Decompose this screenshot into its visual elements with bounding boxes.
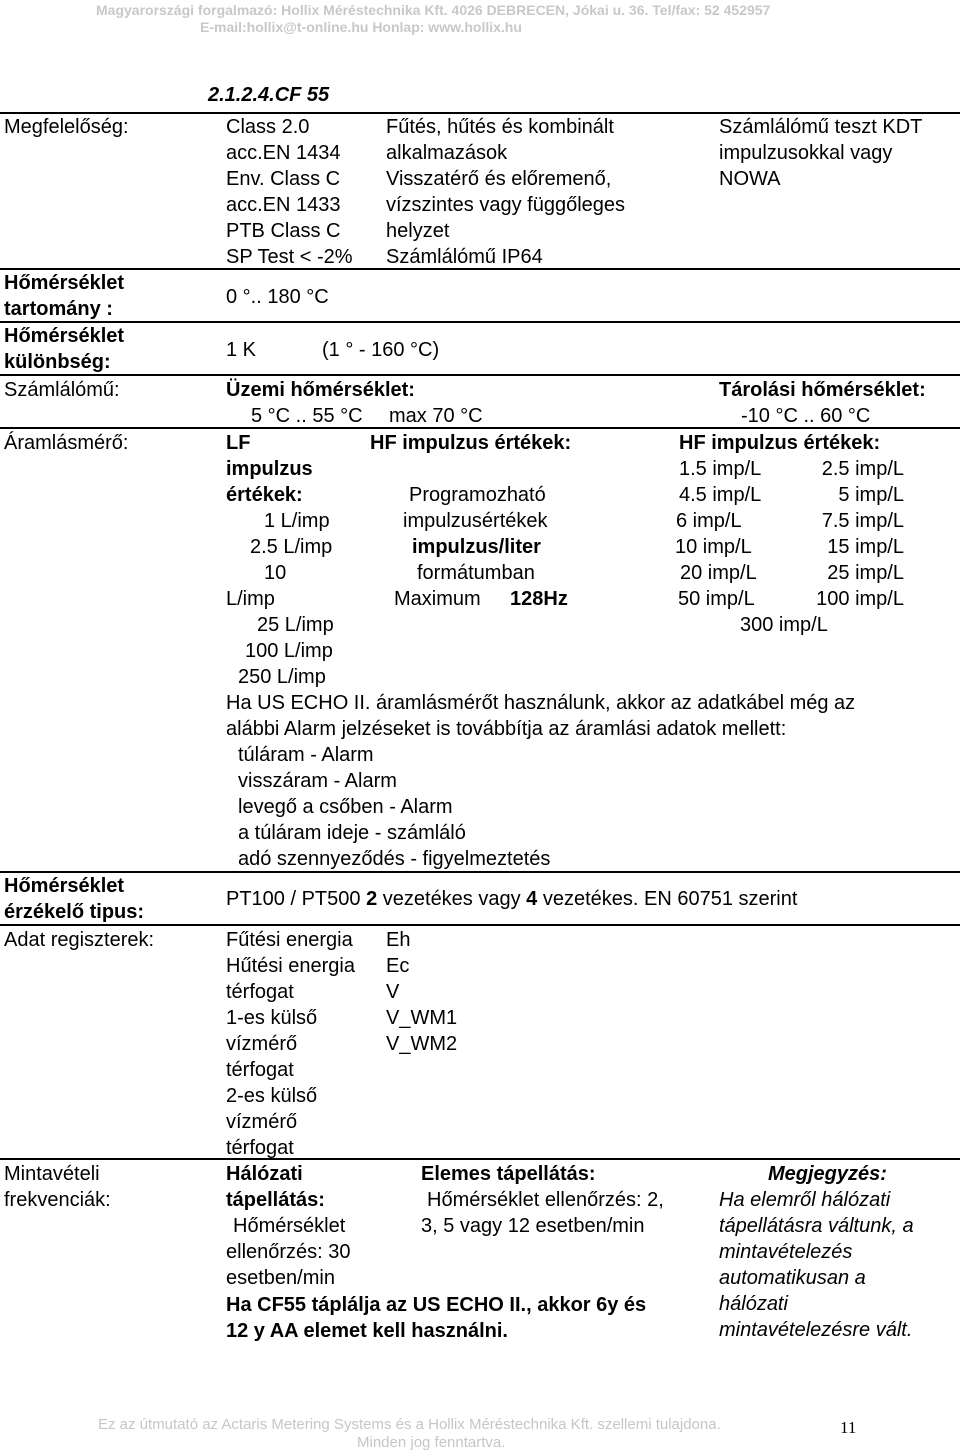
lf-value: L/imp: [226, 588, 275, 610]
mains-line: Hőmérséklet: [233, 1215, 346, 1237]
temp-diff-value-1: 1 K: [226, 339, 257, 361]
mains-line: esetben/min: [226, 1267, 335, 1289]
alarm-list: [238, 742, 550, 872]
temp-range-label: Hőmérséklet tartomány :: [4, 272, 125, 320]
hf1-title: HF impulzus értékek:: [370, 432, 572, 454]
page-number: 11: [840, 1418, 857, 1437]
hf1-max-value: 128Hz: [510, 588, 568, 610]
register-names: Fűtési energia Hűtési energia térfogat 1-es külső vízmérő térfogat 2-es külső vízmérő térfogat: [226, 929, 355, 1159]
register-codes: Eh Ec V V_WM1 V_WM2: [386, 929, 458, 1055]
rule-2: [0, 321, 960, 323]
note-text: Ha elemről hálózati tápellátásra váltunk, a mintavételezés automatikusan a hálózati mintavételezésre vált.: [719, 1189, 914, 1341]
lf-value: 1 L/imp: [264, 510, 330, 532]
temp-diff-label: Hőmérséklet különbség:: [4, 325, 125, 373]
footer-line-1: Ez az útmutató az Actaris Metering Systems és a Hollix Méréstechnika Kft. szellemi tulajdona.: [98, 1416, 721, 1433]
list-item: visszáram - Alarm: [238, 770, 397, 792]
hf1-line: impulzusértékek: [403, 510, 548, 532]
lf-value: 25 L/imp: [257, 614, 334, 636]
registers-label: Adat regiszterek:: [4, 929, 155, 951]
hf1-max-label: Maximum: [394, 588, 481, 610]
lf-title: LF impulzus értékek:: [226, 432, 313, 506]
sampling-label: Mintavételi frekvenciák:: [4, 1163, 111, 1211]
battery-line: 3, 5 vagy 12 esetben/min: [421, 1215, 645, 1237]
lf-value: 100 L/imp: [245, 640, 333, 662]
operating-temp-title: Üzemi hőmérséklet:: [226, 379, 415, 401]
conformity-label: Megfelelőség:: [4, 116, 129, 138]
echo-text: Ha US ECHO II. áramlásmérőt használunk, akkor az adatkábel még az alábbi Alarm jelzéseket is továbbítja az áramlási adatok mellett:: [226, 692, 856, 740]
sensor-value: PT100 / PT500 2 vezetékes vagy 4 vezetékes. EN 60751 szerint: [226, 888, 798, 910]
hf2-row: 20 imp/L 25 imp/L: [680, 562, 904, 584]
list-item: túláram - Alarm: [238, 744, 374, 766]
lf-value: 10: [264, 562, 287, 584]
hf1-line: Programozható: [409, 484, 546, 506]
hf2-last: 300 imp/L: [740, 614, 828, 636]
hf2-row: 4.5 imp/L 5 imp/L: [679, 484, 904, 506]
header-line-1: Magyarországi forgalmazó: Hollix Méréstechnika Kft. 4026 DEBRECEN, Jókai u. 36. Tel/fax: 52 452957: [96, 2, 771, 18]
rule-7: [0, 1158, 960, 1160]
lf-value: 2.5 L/imp: [250, 536, 333, 558]
conformity-col3: Számlálómű teszt KDT impulzusokkal vagy NOWA: [719, 116, 923, 190]
battery-title: Elemes tápellátás:: [421, 1163, 596, 1185]
hf2-row: 10 imp/L 15 imp/L: [675, 536, 904, 558]
hf1-format: formátumban: [417, 562, 535, 584]
battery-line: Hőmérséklet ellenőrzés: 2,: [427, 1189, 664, 1211]
storage-temp-title: Tárolási hőmérséklet:: [719, 379, 926, 401]
mains-title: Hálózati tápellátás:: [226, 1163, 325, 1211]
note-title: Megjegyzés:: [768, 1163, 887, 1185]
temp-range-value: 0 °.. 180 °C: [226, 286, 329, 308]
list-item: levegő a csőben - Alarm: [238, 796, 453, 818]
rule-3: [0, 374, 960, 376]
mains-line: ellenőrzés: 30: [226, 1241, 351, 1263]
hf2-table: [675, 456, 904, 612]
section-title: 2.1.2.4.CF 55: [208, 84, 330, 106]
header-line-2: E-mail:hollix@t-online.hu Honlap: www.hollix.hu: [200, 19, 522, 35]
list-item: a túláram ideje - számláló: [238, 822, 466, 844]
hf2-title: HF impulzus értékek:: [679, 432, 881, 454]
operating-temp-range: 5 °C .. 55 °C: [251, 405, 363, 427]
conformity-col1: Class 2.0 acc.EN 1434 Env. Class C acc.EN 1433 PTB Class C SP Test < -2%: [226, 116, 353, 268]
flow-label: Áramlásmérő:: [4, 432, 129, 454]
storage-temp-range: -10 °C .. 60 °C: [741, 405, 871, 427]
sensor-label: Hőmérséklet érzékelő tipus:: [4, 875, 145, 923]
temp-diff-value-2: (1 ° - 160 °C): [322, 339, 440, 361]
hf2-row: 6 imp/L 7.5 imp/L: [676, 510, 904, 532]
hf1-bold: impulzus/liter: [412, 536, 541, 558]
counter-label: Számlálómű:: [4, 379, 120, 401]
conformity-col2: Fűtés, hűtés és kombinált alkalmazások Visszatérő és előremenő, vízszintes vagy függőleges helyzet Számlálómű IP64: [386, 116, 626, 268]
cf55-note: Ha CF55 táplálja az US ECHO II., akkor 6y és 12 y AA elemet kell használni.: [226, 1294, 647, 1342]
operating-temp-max: max 70 °C: [389, 405, 483, 427]
lf-value: 250 L/imp: [238, 666, 326, 688]
hf2-row: 50 imp/L 100 imp/L: [678, 588, 904, 610]
footer-line-2: Minden jog fenntartva.: [357, 1434, 506, 1451]
hf2-row: 1.5 imp/L 2.5 imp/L: [679, 458, 904, 480]
list-item: adó szennyeződés - figyelmeztetés: [238, 848, 551, 870]
